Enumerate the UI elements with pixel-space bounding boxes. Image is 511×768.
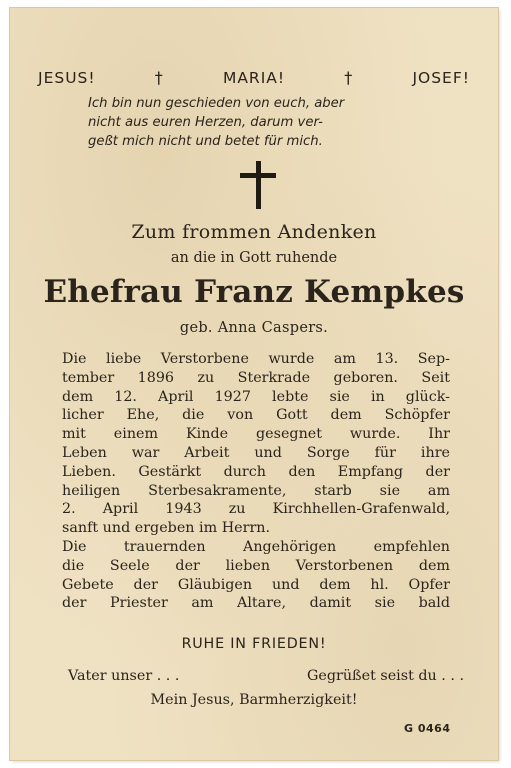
- small-cross-icon: †: [344, 68, 354, 87]
- memorial-card: [10, 8, 498, 760]
- invocation-josef: JOSEF!: [412, 69, 470, 87]
- biography-line: Gebete der Gläubigen und dem hl. Opfer: [62, 576, 450, 593]
- prayer-line: nicht aus euren Herzen, darum ver-: [88, 115, 323, 130]
- deceased-name: Ehefrau Franz Kempkes: [43, 274, 465, 310]
- biography-line: Die trauernden Angehörigen empfehlen: [62, 538, 450, 555]
- closing-prayers: [68, 668, 464, 684]
- biography-line: der Priester am Altare, damit sie bald: [62, 595, 450, 612]
- cross-icon: [240, 161, 276, 209]
- biography-text: [62, 350, 450, 613]
- small-cross-icon: †: [154, 68, 164, 87]
- invocation-maria: MARIA!: [222, 69, 286, 87]
- closing-invocation: Mein Jesus, Barmherzigkeit!: [150, 692, 358, 708]
- closing-hail-mary: Gegrüßet seist du . . .: [306, 668, 464, 684]
- biography-line: mit einem Kinde gesegnet wurde. Ihr: [62, 426, 450, 443]
- prayer-text: [88, 94, 448, 151]
- biography-line: sanft und ergeben im Herrn.: [62, 520, 271, 537]
- biography-line: Lieben. Gestärkt durch den Empfang der: [62, 463, 450, 480]
- biography-line: Die liebe Verstorbene wurde am 13. Sep-: [62, 351, 450, 367]
- biography-line: heiligen Sterbesakramente, starb sie am: [62, 482, 450, 499]
- biography-line: tember 1896 zu Sterkrade geboren. Seit: [62, 369, 450, 386]
- biography-line: die Seele der lieben Verstorbenen dem: [62, 557, 450, 574]
- maiden-name: geb. Anna Caspers.: [179, 320, 329, 336]
- invocation-jesus: JESUS!: [38, 69, 96, 87]
- prayer-line: Ich bin nun geschieden von euch, aber: [88, 96, 345, 111]
- prayer-line: geßt mich nicht und betet für mich.: [88, 134, 323, 149]
- dedication-subtitle: an die in Gott ruhende: [170, 250, 338, 266]
- biography-line: dem 12. April 1927 lebte sie in glück-: [62, 388, 450, 405]
- biography-line: Leben war Arbeit und Sorge für ihre: [62, 444, 450, 461]
- print-code: G 0464: [404, 722, 451, 735]
- closing-our-father: Vater unser . . .: [68, 668, 180, 684]
- biography-line: licher Ehe, die von Gott dem Schöpfer: [62, 407, 450, 424]
- dedication-title: Zum frommen Andenken: [131, 221, 377, 243]
- biography-line: 2. April 1943 zu Kirchhellen-Grafenwald,: [62, 501, 450, 518]
- rest-in-peace: RUHE IN FRIEDEN!: [181, 636, 327, 652]
- header-invocation: [38, 68, 470, 87]
